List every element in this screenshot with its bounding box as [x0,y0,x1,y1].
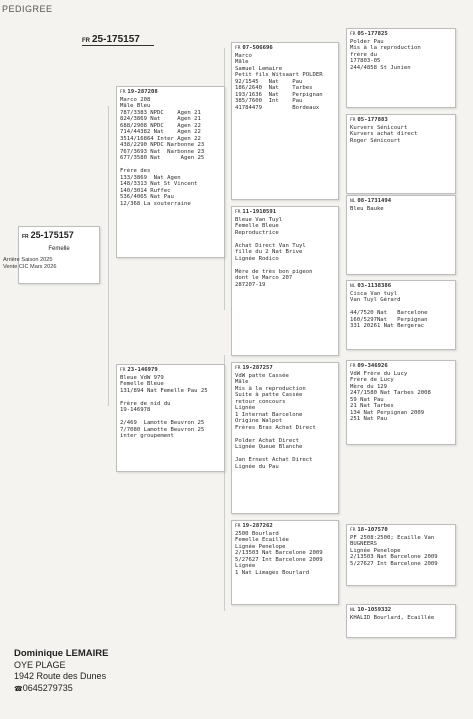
ring-number [235,365,335,373]
note-line: Arrière Saison 2025 [3,257,53,263]
dam-sire-sire-card [346,360,456,445]
ring-number [350,117,452,125]
pedigree-line: Samuel Lemaire [235,65,283,72]
pedigree-line: Kurvers Sénicourt [350,124,408,131]
subject-sex: Femelle [48,246,70,252]
pedigree-line: 3514/16864 Inter Agen 22 [120,135,201,142]
ring-number [235,523,335,531]
pedigree-line: dont le Marco 207 [235,275,293,281]
pedigree-line: 5/27627 Int Barcelone 2009 [350,560,438,567]
pedigree-line: Frère des [120,168,151,174]
ring-number [350,283,452,291]
pedigree-line: 44/7520 Nat Barcelone [350,310,428,316]
pedigree-line: 12/368 La souterraine [120,200,191,207]
pedigree-line: PF 2508:2500; Ecaille Van [350,534,435,541]
pedigree-line: 2/13503 Nat Barcelone 2009 [235,550,323,556]
pedigree-line: Jan Ernest Achat Direct [235,457,313,463]
ring-number [235,209,335,217]
pedigree-line: 438/2290 NPDC Narbonne 23 [120,142,205,148]
sire-sire-card [231,42,339,200]
pedigree-line: inter groupement [120,433,174,439]
ring-number [350,363,452,371]
country-prefix: FR [82,38,90,44]
pedigree-line: 824/3869 Nat Agen 21 [120,116,201,122]
ring-value: 18-107570 [357,527,388,533]
owner-address: 1942 Route des Dunes [14,671,107,681]
pedigree-line: Bleue VdW 979 [120,374,164,381]
pedigree-line: Origine Walpot [235,418,283,424]
pedigree-line: Mis à la reproduction [350,45,421,51]
ring-value: 05-177883 [357,117,388,123]
pedigree-line: frère du [350,51,377,58]
ring-number [350,31,452,39]
country-prefix: NL [350,199,356,204]
pedigree-line: 677/3580 Nat Agen 25 [120,155,205,161]
main-ring-number [82,34,140,45]
ring-value: 19-287257 [242,365,273,371]
pedigree-line: 385/7600 Int Pau [235,98,303,104]
pedigree-line: 177803-05 [350,58,381,64]
ring-number: 25-175157 [92,34,140,45]
pedigree-line: Suite à patte Cassée [235,392,303,398]
pedigree-line: Frère de Lucy [350,377,394,383]
pedigree-line: 331 20261 Nat Bergerac [350,323,425,329]
pedigree-line: 19-146978 [120,407,151,413]
pedigree-line: 2/13503 Nat Barcelone 2009 [350,554,438,560]
ring-value: 07-506696 [242,45,273,51]
pedigree-line: Mis à la reproduction [235,385,306,392]
pedigree-line: 186/2640 Nat Tarbes [235,85,313,91]
pedigree-line: Bleue Van Tuyl [235,216,283,223]
pedigree-line: Lignée Rodico [235,255,279,262]
ring-number [350,198,452,206]
sire-dam-sire-card [346,195,456,275]
country-prefix: NL [350,284,356,289]
pedigree-line: Lignée Penelope [235,543,286,550]
pedigree-line: 247/1580 Nat Tarbes 2008 [350,390,431,396]
pedigree-line: Femelle Ecaillée [235,537,289,543]
pedigree-line: 1 Nat Limages Bourlard [235,569,310,576]
pedigree-line: Marco [235,52,252,59]
owner-phone-row [14,683,108,696]
dam-dam-sire-card [346,524,456,586]
page-header: PEDIGREE [2,4,53,14]
pedigree-line: Lignée Queue Blanche [235,444,303,450]
pedigree-line: Lignée [235,405,256,411]
pedigree-line: 41784479 Bordeaux [235,104,320,111]
pedigree-line: Achat Direct Van Tuyl [235,242,306,249]
sire-sire-sire-card [346,28,456,108]
pedigree-line: 140/3014 Ruffec [120,187,171,194]
pedigree-line: 134 Nat Perpignan 2009 [350,409,425,416]
ring-value: 19-287262 [242,523,273,529]
pedigree-line: Mâle Bleu [120,103,151,109]
pedigree-line: 133/3869 Nat Agen [120,174,181,181]
ring-value: 11-1910591 [242,209,277,215]
pedigree-line: 21 Nat Tarbes [350,403,394,409]
country-prefix: FR [350,528,356,533]
country-prefix: FR [22,234,29,240]
ring-number [120,89,221,97]
pedigree-line: Lignée Penelope [350,547,401,554]
subject-notes [3,257,56,271]
ring-value: 05-177825 [357,31,388,37]
pedigree-line: Frères Bras Achat Direct [235,424,316,431]
pedigree-line: 787/3383 NPDC Agen 21 [120,109,201,116]
ring-value: 19-287208 [127,89,158,95]
pedigree-line: 2/469 Lamotte Beuvron 25 [120,420,205,426]
pedigree-line: BUGNEERS [350,541,377,547]
phone-icon: ☎ [14,685,23,693]
pedigree-line: 714/44382 Nat Agen 22 [120,129,201,135]
pedigree-line: 7/7080 Lamotte Beuvron 25 [120,426,205,433]
country-prefix: FR [120,90,126,95]
pedigree-line: 131/894 Nat Femelle Pau 25 [120,387,208,394]
note-line: Vente CIC Mars 2026 [3,264,57,270]
pedigree-line: Cisca Van tuyl [350,290,398,297]
pedigree-line: 2500 Bourlard [235,530,279,537]
pedigree-line: Marco 208 [120,96,151,103]
pedigree-line: 193/1636 Nat Perpignan [235,91,323,98]
sire-dam-dam-card [346,280,456,350]
ring-value: 08-1731494 [357,198,392,204]
ring-value: 03-1138386 [357,283,392,289]
pedigree-line: 59 Nat Pau [350,396,384,403]
subject-card [18,226,100,284]
pedigree-line: Van Tuyl Gérard [350,297,401,303]
pedigree-line: 688/2908 NPDC Agen 22 [120,122,201,129]
country-prefix: FR [350,118,356,123]
pedigree-line: Femelle Bleue [235,223,279,229]
country-prefix: FR [235,210,241,215]
country-prefix: FR [235,524,241,529]
ring-number: 25-175157 [30,230,74,240]
connector-line [108,106,109,406]
pedigree-line: Kurvers achat direct [350,131,418,137]
country-prefix: NL [350,608,356,613]
ring-number [350,527,452,535]
country-prefix: FR [350,364,356,369]
pedigree-line: Femelle Bleue [120,381,164,387]
title-underline [82,45,154,46]
ring-value: 09-346926 [357,363,388,369]
dam-dam-dam-card [346,604,456,638]
sire-dam-card [231,206,339,356]
ring-number [235,45,335,53]
country-prefix: FR [120,368,126,373]
pedigree-line: Mère du 129 [350,383,388,390]
pedigree-line: 287207-19 [235,281,266,288]
ring-value: 10-1059332 [357,607,392,613]
ring-number [350,607,452,615]
pedigree-line: Roger Sénicourt [350,137,401,144]
country-prefix: FR [235,366,241,371]
pedigree-line: 1 Internat Barcelone [235,411,303,418]
country-prefix: FR [235,46,241,51]
pedigree-line: VdW patte Cassée [235,372,289,379]
pedigree-line: Lignée [235,563,256,569]
pedigree-line: VdW Frère du Lucy [350,370,408,377]
pedigree-line: Mâle [235,379,249,385]
pedigree-line: Bleu Bauke [350,205,384,212]
pedigree-line: Mère de très bon pigeon [235,268,313,275]
pedigree-line: 244/4858 St Junien [350,64,411,71]
pedigree-line: 251 Nat Pau [350,416,388,422]
pedigree-line: 536/4065 Nat Pau [120,194,174,200]
dam-dam-card [231,520,339,605]
pedigree-line: Polder Pau [350,38,384,45]
pedigree-line: 5/27627 Int Barcelone 2009 [235,556,323,563]
dam-card [116,364,225,472]
pedigree-line: 160/5297Nat Perpignan [350,316,428,323]
country-prefix: FR [350,32,356,37]
ring-value: 23-146979 [127,367,158,373]
pedigree-line: fille du 2 Nat Brive [235,249,303,255]
owner-phone: 0645279735 [22,682,73,693]
pedigree-line: Frère de nid du [120,400,171,407]
pedigree-line: 92/1545 Nat Pau [235,78,303,85]
ring-number [120,367,221,375]
pedigree-line: KHALID Bourlard, Ecaillée [350,614,435,621]
pedigree-line: Reproductrice [235,229,279,236]
dam-sire-card [231,362,339,514]
sire-card [116,86,225,258]
owner-name: Dominique LEMAIRE [14,648,109,659]
pedigree-line: 767/3693 Nat Narbonne 23 [120,148,205,155]
pedigree-line: Polder Achat Direct [235,437,299,444]
pedigree-line: Lignée du Pau [235,463,279,470]
owner-block [14,648,108,695]
pedigree-line: retour concours [235,398,286,405]
owner-place: OYE PLAGE [14,659,66,670]
pedigree-line: Petit fils Witsaart POLDER [235,72,323,78]
subject-ring [22,230,96,240]
sire-sire-dam-card [346,114,456,194]
pedigree-line: 148/3313 Nat St Vincent [120,181,198,187]
pedigree-line: Mâle [235,59,249,65]
